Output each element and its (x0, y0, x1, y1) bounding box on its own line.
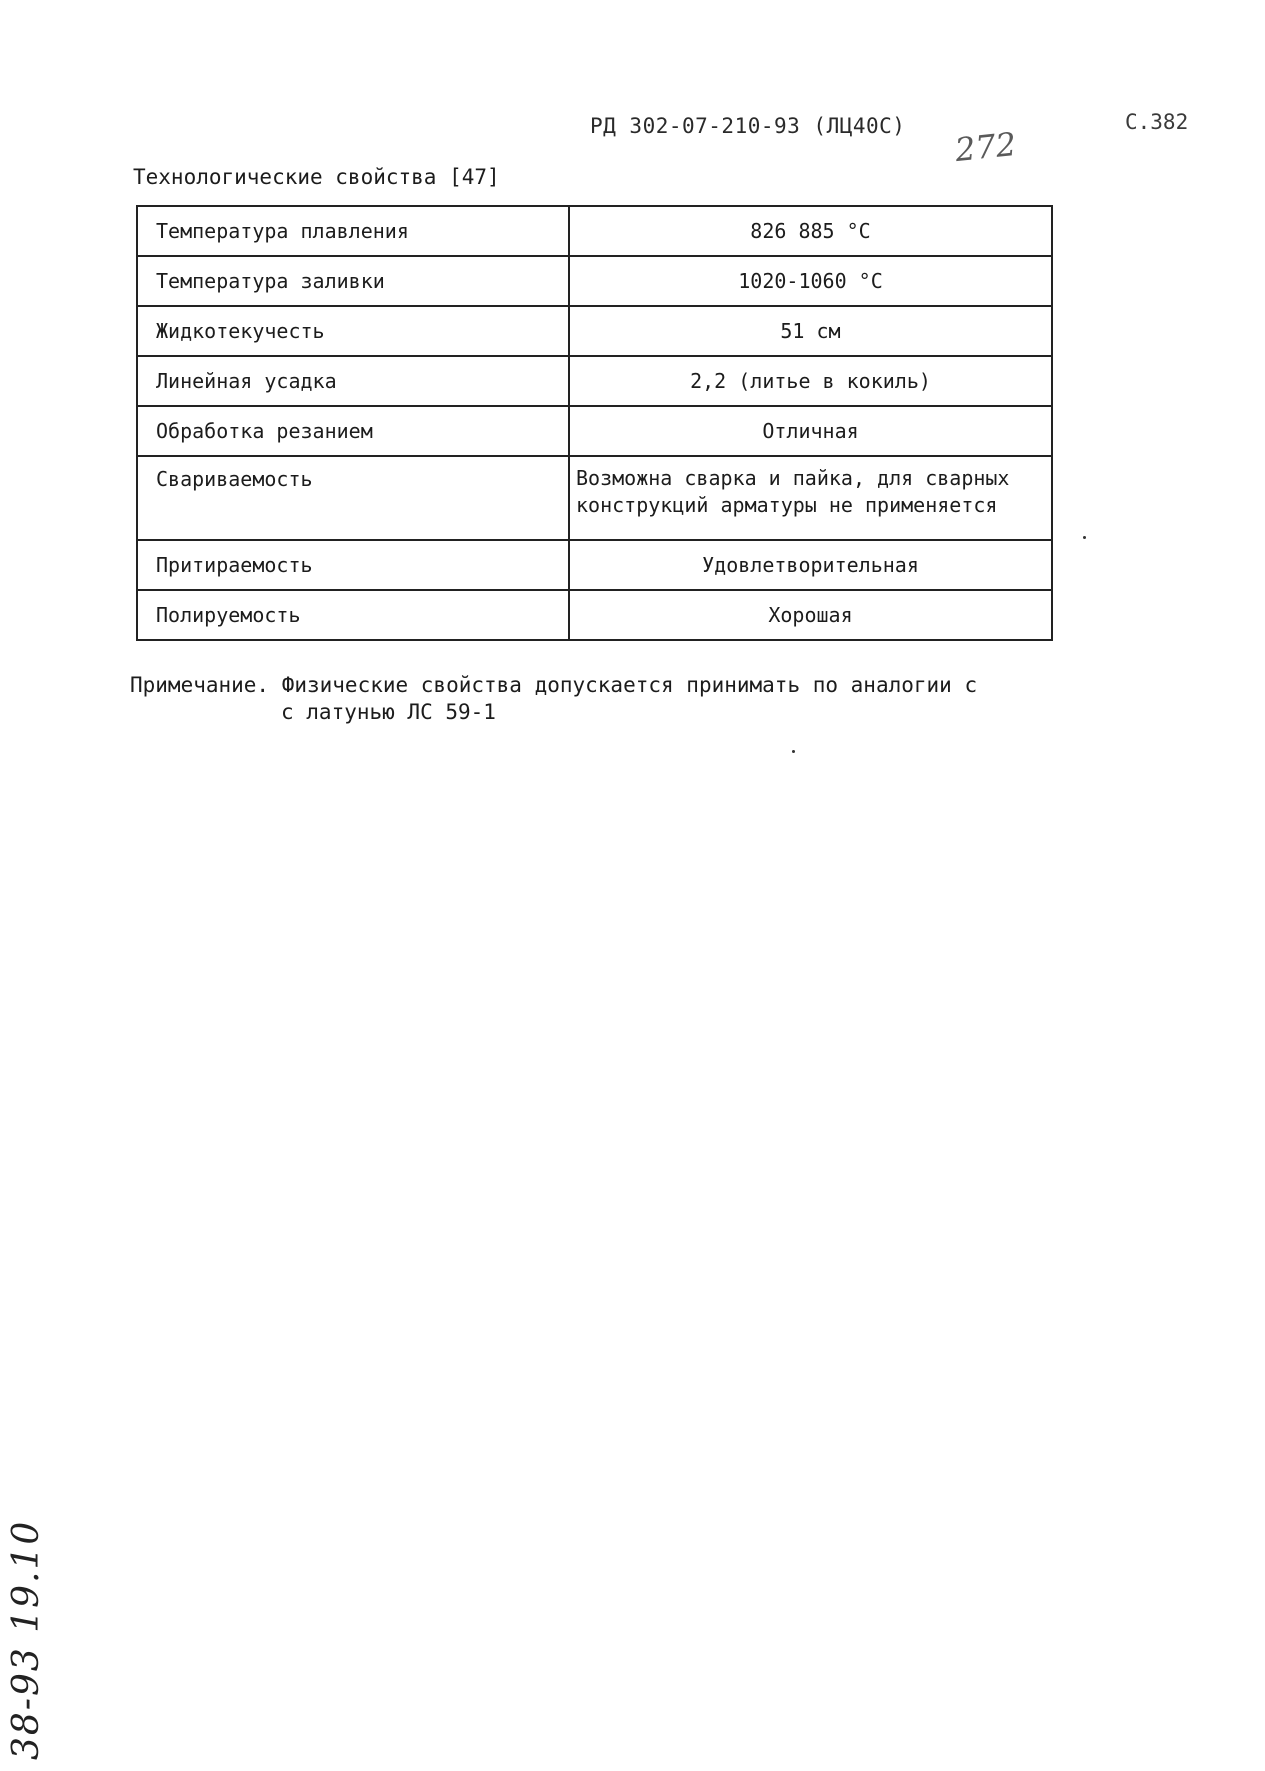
table-row (137, 206, 1052, 256)
page-number: С.382 (1125, 110, 1189, 134)
property-value (569, 456, 1052, 540)
section-title: Технологические свойства [47] (133, 165, 500, 189)
scan-speck (1083, 536, 1086, 539)
property-value: 826 885 °С (569, 206, 1052, 256)
property-value: 1020-1060 °С (569, 256, 1052, 306)
note-line: с латунью ЛС 59-1 (281, 700, 496, 724)
property-value-line: Возможна сварка и пайка, для сварных (576, 466, 1010, 490)
property-name: Обработка резанием (137, 406, 569, 456)
note-line: Примечание. Физические свойства допускается принимать по аналогии с (130, 673, 978, 697)
property-value: 51 см (569, 306, 1052, 356)
table-row (137, 456, 1052, 540)
property-name: Притираемость (137, 540, 569, 590)
properties-table (136, 205, 1053, 641)
scan-speck (792, 750, 795, 753)
property-name: Линейная усадка (137, 356, 569, 406)
note (130, 672, 977, 726)
handwritten-page-stamp: 272 (953, 124, 1018, 170)
property-value: Хорошая (569, 590, 1052, 640)
property-name: Жидкотекучесть (137, 306, 569, 356)
property-name: Свариваемость (137, 456, 569, 540)
table-row (137, 306, 1052, 356)
table-row (137, 356, 1052, 406)
property-value: Удовлетворительная (569, 540, 1052, 590)
margin-handwritten-note: 38-93 19.10 (6, 1519, 47, 1760)
table-row (137, 590, 1052, 640)
document-code: РД 302-07-210-93 (ЛЦ40С) (590, 114, 906, 138)
property-value: 2,2 (литье в кокиль) (569, 356, 1052, 406)
table-row (137, 540, 1052, 590)
table-row (137, 256, 1052, 306)
property-value-line: конструкций арматуры не применяется (576, 493, 998, 517)
property-name: Температура заливки (137, 256, 569, 306)
table-row (137, 406, 1052, 456)
property-value: Отличная (569, 406, 1052, 456)
property-name: Температура плавления (137, 206, 569, 256)
property-name: Полируемость (137, 590, 569, 640)
